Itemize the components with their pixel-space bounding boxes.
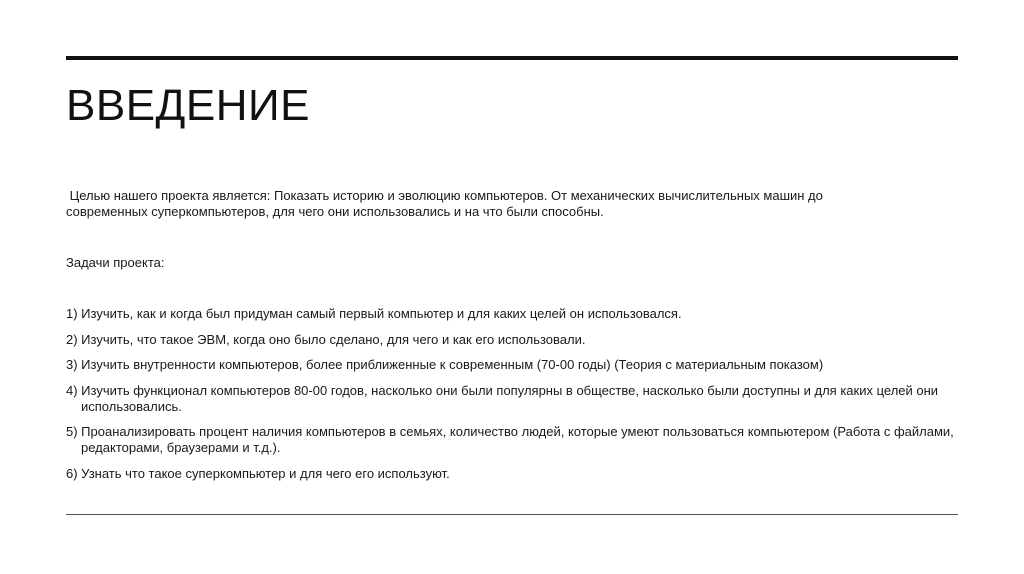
task-item: 6) Узнать что такое суперкомпьютер и для чего его используют. — [66, 466, 450, 481]
task-item: 1) Изучить, как и когда был придуман самый первый компьютер и для каких целей он использовался. — [66, 306, 682, 321]
task-item: 2) Изучить, что такое ЭВМ, когда оно было сделано, для чего и как его использовали. — [66, 332, 586, 347]
bottom-divider — [66, 514, 958, 515]
task-item: 4) Изучить функционал компьютеров 80-00 годов, насколько они были популярны в обществе, насколько были доступны и для каких целей они использовались. — [66, 383, 939, 414]
task-item: 3) Изучить внутренности компьютеров, более приближенные к современным (70-00 годы) (Теория с материальным показом) — [66, 357, 824, 372]
slide-title: ВВЕДЕНИЕ — [66, 81, 310, 130]
intro-paragraph: Целью нашего проекта является: Показать историю и эволюцию компьютеров. От механических вычислительных машин до современных суперкомпьютеров, для чего они использовались и на что были способны. — [66, 188, 827, 219]
task-item: 5) Проанализировать процент наличия компьютеров в семьях, количество людей, которые умеют пользоваться компьютером (Работа с файлами, редакторами, браузерами и т.д.). — [66, 424, 954, 455]
tasks-heading: Задачи проекта: — [66, 255, 165, 270]
top-divider — [66, 56, 958, 60]
